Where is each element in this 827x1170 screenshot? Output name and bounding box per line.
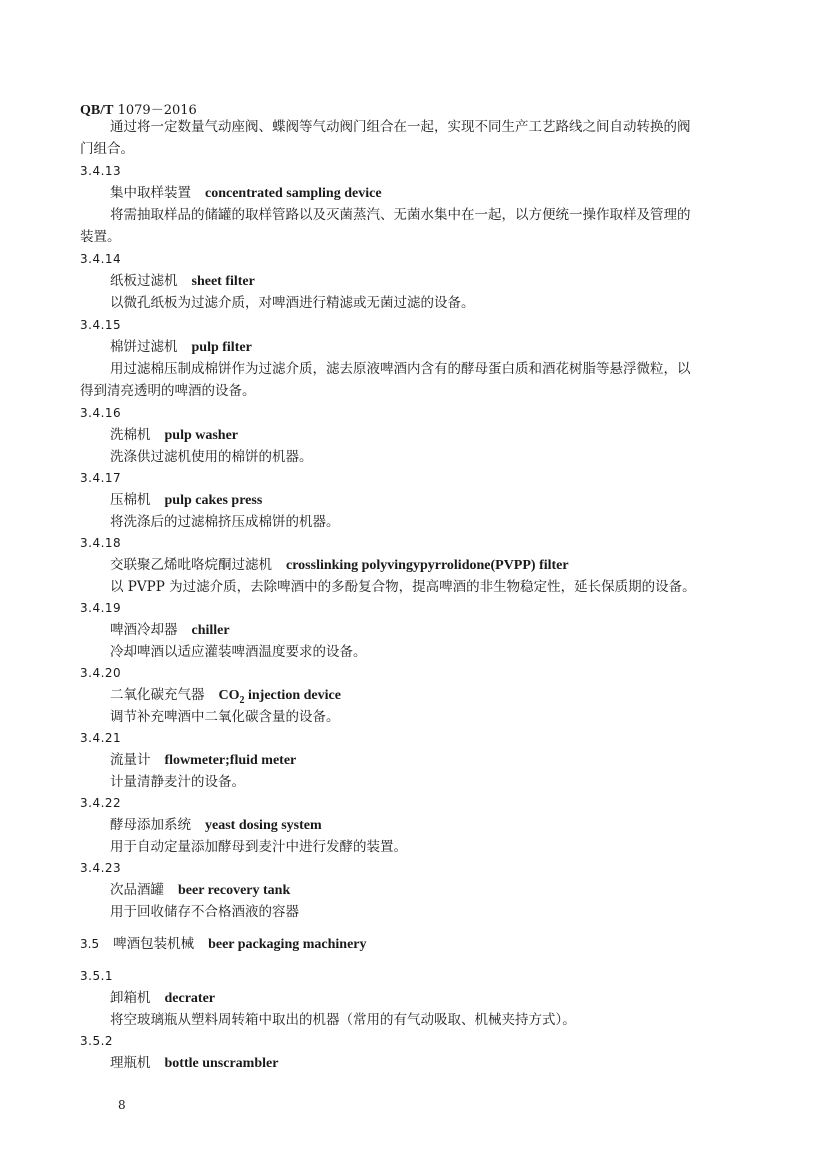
term-en: pulp washer xyxy=(164,428,239,443)
definition: 计量清静麦汁的设备。 xyxy=(110,774,245,790)
section-cn: 啤酒包装机械 xyxy=(113,936,195,952)
definition: 以 PVPP 为过滤介质，去除啤酒中的多酚复合物，提高啤酒的非生物稳定性，延长保质期的设备。 xyxy=(110,579,696,595)
term-cn: 酵母添加系统 xyxy=(110,817,191,833)
term-title xyxy=(110,426,238,445)
clause-number: 3.4.14 xyxy=(80,252,122,266)
clause-number: 3.4.20 xyxy=(80,666,122,680)
term-title xyxy=(110,621,230,640)
term-en: yeast dosing system xyxy=(205,818,322,833)
term-en-rest: injection device xyxy=(244,688,341,703)
clause-number: 3.4.17 xyxy=(80,471,122,485)
definition: 洗涤供过滤机使用的棉饼的机器。 xyxy=(110,449,313,465)
intro-line-1: 通过将一定数量气动座阀、蝶阀等气动阀门组合在一起，实现不同生产工艺路线之间自动转换的阀 xyxy=(110,119,691,135)
definition: 冷却啤酒以适应灌装啤酒温度要求的设备。 xyxy=(110,644,367,660)
term-title xyxy=(110,338,252,357)
term-title xyxy=(110,686,341,710)
term-title xyxy=(110,272,255,291)
term-en: flowmeter;fluid meter xyxy=(164,753,297,768)
term-title xyxy=(110,881,290,900)
term-cn: 交联聚乙烯吡咯烷酮过滤机 xyxy=(110,557,272,573)
clause-number: 3.4.19 xyxy=(80,601,122,615)
term-title xyxy=(110,1054,278,1073)
section-en: beer packaging machinery xyxy=(208,937,367,952)
clause-number: 3.4.15 xyxy=(80,318,122,332)
term-en: crosslinking polyvingypyrrolidone(PVPP) filter xyxy=(286,558,569,573)
term-cn: 集中取样装置 xyxy=(110,185,191,201)
intro-line-2: 门组合。 xyxy=(80,141,134,157)
definition: 将洗涤后的过滤棉挤压成棉饼的机器。 xyxy=(110,514,340,530)
term-title xyxy=(110,184,382,203)
term-cn: 棉饼过滤机 xyxy=(110,339,178,355)
term-en: concentrated sampling device xyxy=(205,186,382,201)
clause-number: 3.4.23 xyxy=(80,861,122,875)
definition: 用于自动定量添加酵母到麦汁中进行发酵的装置。 xyxy=(110,839,407,855)
term-en xyxy=(218,688,341,706)
clause-number: 3.4.21 xyxy=(80,731,122,745)
term-title xyxy=(110,816,322,835)
term-title xyxy=(110,556,569,575)
definition: 用过滤棉压制成棉饼作为过滤介质，滤去原液啤酒内含有的酵母蛋白质和酒花树脂等悬浮微粒，以 xyxy=(110,361,691,377)
term-title xyxy=(110,491,262,510)
definition: 以微孔纸板为过滤介质，对啤酒进行精滤或无菌过滤的设备。 xyxy=(110,295,475,311)
term-cn: 洗棉机 xyxy=(110,427,151,443)
clause-number: 3.5.2 xyxy=(80,1034,114,1048)
definition-continued: 装置。 xyxy=(80,229,121,245)
definition: 将空玻璃瓶从塑料周转箱中取出的机器（常用的有气动吸取、机械夹持方式）。 xyxy=(110,1012,576,1028)
clause-number: 3.4.16 xyxy=(80,406,122,420)
standard-prefix: QB/T xyxy=(80,103,114,118)
standard-number: 1079－2016 xyxy=(117,103,197,118)
section-heading xyxy=(80,935,367,954)
term-en: pulp cakes press xyxy=(164,493,263,508)
clause-number: 3.4.22 xyxy=(80,796,122,810)
clause-number: 3.5.1 xyxy=(80,969,114,983)
term-cn: 压棉机 xyxy=(110,492,151,508)
term-en: chiller xyxy=(191,623,230,638)
term-en-subscript: 2 xyxy=(239,694,245,706)
definition: 调节补充啤酒中二氧化碳含量的设备。 xyxy=(110,709,340,725)
term-en-formula: CO xyxy=(218,688,240,703)
section-number: 3.5 xyxy=(80,937,100,951)
term-en: beer recovery tank xyxy=(178,883,291,898)
term-cn: 流量计 xyxy=(110,752,151,768)
document-code xyxy=(80,99,197,119)
term-cn: 理瓶机 xyxy=(110,1055,151,1071)
term-en: decrater xyxy=(164,991,216,1006)
definition: 将需抽取样品的储罐的取样管路以及灭菌蒸汽、无菌水集中在一起，以方便统一操作取样及管理的 xyxy=(110,207,691,223)
term-en: pulp filter xyxy=(191,340,252,355)
term-title xyxy=(110,751,296,770)
term-cn: 次品酒罐 xyxy=(110,882,164,898)
term-en: sheet filter xyxy=(191,274,255,289)
term-cn: 啤酒冷却器 xyxy=(110,622,178,638)
clause-number: 3.4.18 xyxy=(80,536,122,550)
term-cn: 纸板过滤机 xyxy=(110,273,178,289)
term-cn: 卸箱机 xyxy=(110,990,151,1006)
term-title xyxy=(110,989,215,1008)
definition-continued: 得到清亮透明的啤酒的设备。 xyxy=(80,383,256,399)
term-en: bottle unscrambler xyxy=(164,1056,279,1071)
clause-number: 3.4.13 xyxy=(80,164,122,178)
definition: 用于回收储存不合格酒液的容器 xyxy=(110,904,299,920)
page-number: 8 xyxy=(118,1098,126,1112)
term-cn: 二氧化碳充气器 xyxy=(110,687,205,703)
